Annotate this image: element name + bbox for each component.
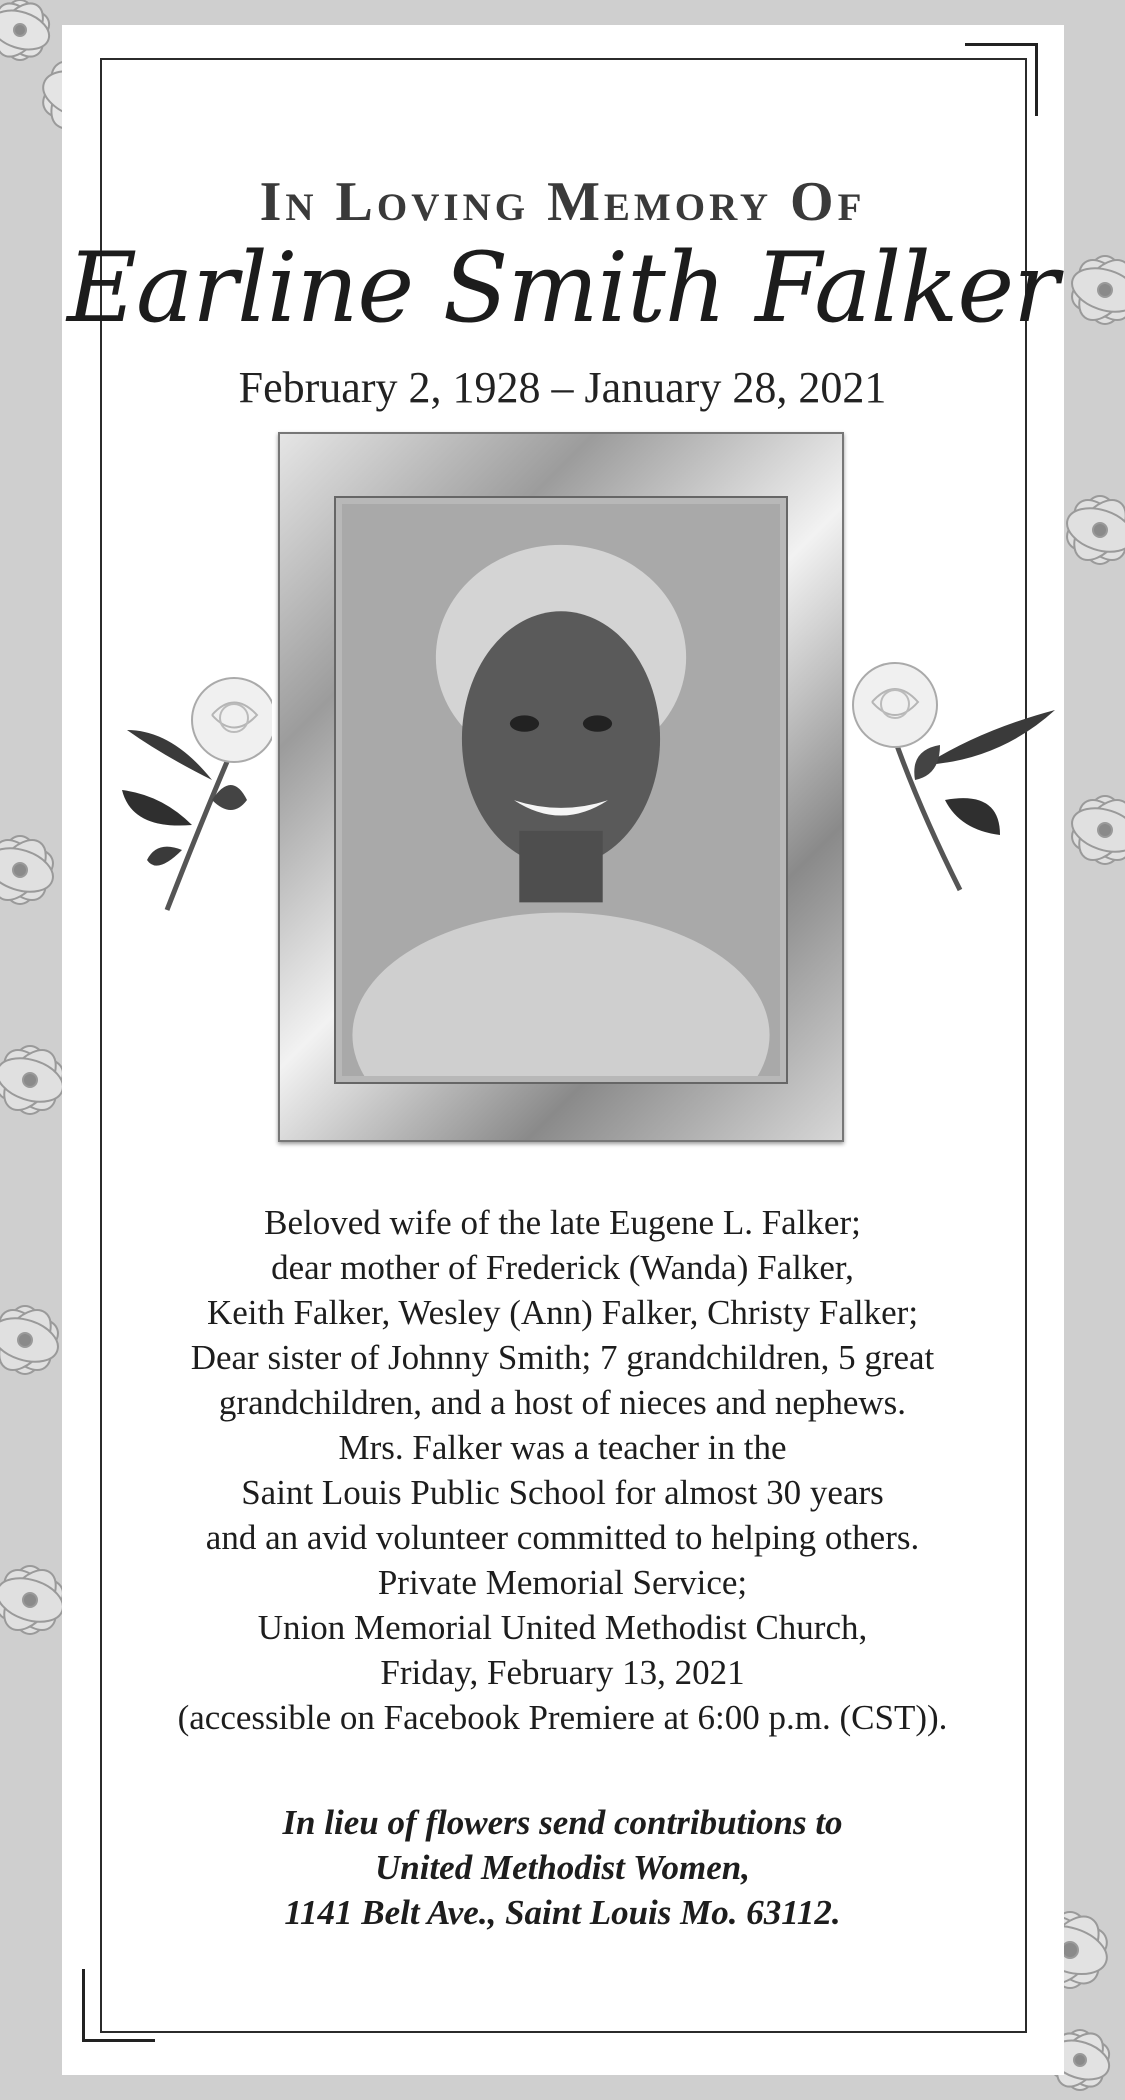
obituary-line: Union Memorial United Methodist Church, (257, 1608, 868, 1647)
portrait-photo (336, 498, 786, 1082)
obituary-line: Keith Falker, Wesley (Ann) Falker, Christy Falker; (206, 1293, 919, 1332)
contributions-line: In lieu of flowers send contributions to (282, 1803, 843, 1842)
obituary-line: Friday, February 13, 2021 (380, 1653, 745, 1692)
white-rose-icon (62, 660, 272, 920)
white-rose-icon (850, 650, 1060, 900)
obituary-line: Private Memorial Service; (377, 1563, 748, 1602)
flower-cluster-left (0, 780, 70, 1830)
portrait-figure (342, 504, 780, 1076)
obituary-line: dear mother of Frederick (Wanda) Falker, (271, 1248, 854, 1287)
deceased-name: Earline Smith Falker (66, 232, 1059, 344)
memorial-heading: In Loving Memory Of (259, 171, 866, 233)
obituary-line: Beloved wife of the late Eugene L. Falker; (264, 1203, 861, 1242)
contributions-note (130, 1800, 995, 1935)
obituary-line: Dear sister of Johnny Smith; 7 grandchildren, 5 great (190, 1338, 935, 1377)
obituary-line: Saint Louis Public School for almost 30 years (241, 1473, 884, 1512)
picture-frame (278, 432, 844, 1142)
life-dates: February 2, 1928 – January 28, 2021 (238, 363, 887, 412)
contributions-line: United Methodist Women, (374, 1848, 750, 1887)
obituary-line: and an avid volunteer committed to helping others. (205, 1518, 920, 1557)
obituary-line: grandchildren, and a host of nieces and nephews. (218, 1383, 907, 1422)
obituary-line: (accessible on Facebook Premiere at 6:00 p.m. (CST)). (177, 1698, 948, 1737)
obituary-line: Mrs. Falker was a teacher in the (338, 1428, 787, 1467)
contributions-line: 1141 Belt Ave., Saint Louis Mo. 63112. (284, 1893, 841, 1932)
corner-ornament-top-right (965, 43, 1038, 116)
corner-ornament-bottom-left (82, 1969, 155, 2042)
obituary-text (130, 1200, 995, 1740)
